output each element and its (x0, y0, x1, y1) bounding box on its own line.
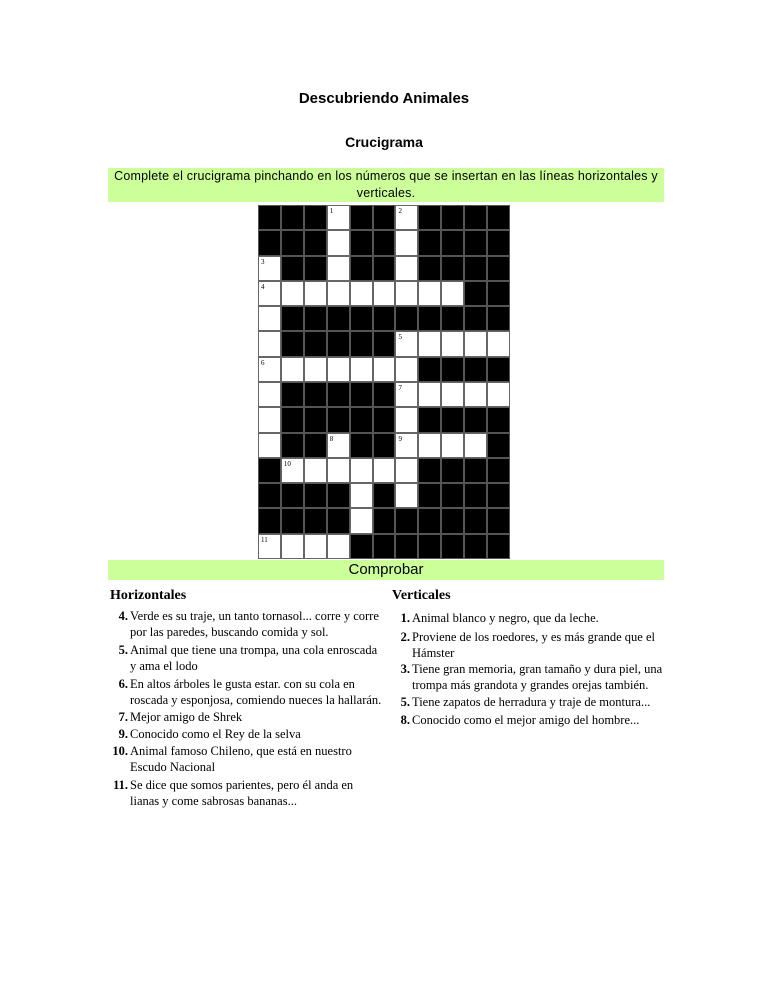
crossword-block (304, 508, 327, 533)
crossword-block (304, 433, 327, 458)
crossword-block (487, 256, 510, 281)
clue-number: 8. (400, 713, 410, 727)
crossword-block (304, 382, 327, 407)
crossword-cell[interactable] (281, 534, 304, 559)
cell-number[interactable]: 4 (261, 282, 265, 291)
cell-number[interactable]: 7 (398, 384, 402, 392)
crossword-block (487, 306, 510, 331)
clue-horizontal (106, 743, 382, 775)
crossword-cell[interactable] (350, 281, 373, 306)
crossword-cell[interactable] (441, 281, 464, 306)
crossword-cell[interactable] (304, 357, 327, 382)
cell-number[interactable]: 6 (261, 358, 265, 367)
cell-number[interactable]: 5 (398, 333, 402, 342)
clue-number: 7. (118, 710, 128, 724)
clue-number: 9. (118, 727, 128, 741)
check-button[interactable]: Comprobar (108, 560, 664, 580)
crossword-block (487, 534, 510, 559)
crossword-block (350, 230, 373, 255)
crossword-block (304, 407, 327, 432)
clue-vertical (388, 629, 664, 661)
crossword-block (487, 281, 510, 306)
crossword-block (327, 483, 350, 508)
clue-horizontal (106, 676, 382, 708)
cell-number[interactable]: 3 (261, 257, 265, 266)
clue-number: 5. (118, 643, 128, 657)
clue-number: 5. (400, 695, 410, 709)
crossword-block (281, 306, 304, 331)
crossword-block (373, 230, 396, 255)
crossword-cell[interactable] (327, 458, 350, 483)
clue-text: Conocido como el mejor amigo del hombre... (412, 713, 640, 727)
clue-text: Animal famoso Chileno, que está en nuestro Escudo Nacional (130, 744, 352, 774)
crossword-cell[interactable] (258, 256, 281, 281)
crossword-cell[interactable] (395, 483, 418, 508)
crossword-block (327, 331, 350, 356)
crossword-block (327, 382, 350, 407)
crossword-cell[interactable] (327, 205, 350, 230)
crossword-block (487, 205, 510, 230)
crossword-block (487, 433, 510, 458)
crossword-block (464, 256, 487, 281)
crossword-cell[interactable] (395, 433, 418, 458)
clue-number: 3. (400, 662, 410, 676)
crossword-block (464, 230, 487, 255)
clue-vertical (388, 694, 664, 710)
crossword-block (281, 331, 304, 356)
crossword-block (418, 306, 441, 331)
crossword-block (418, 483, 441, 508)
crossword-cell[interactable] (281, 281, 304, 306)
crossword-block (441, 458, 464, 483)
crossword-block (441, 256, 464, 281)
crossword-block (258, 508, 281, 533)
crossword-block (395, 508, 418, 533)
crossword-cell[interactable] (395, 205, 418, 230)
clue-vertical (388, 661, 664, 693)
clue-number: 10. (112, 744, 128, 758)
crossword-cell[interactable] (395, 407, 418, 432)
crossword-block (487, 458, 510, 483)
crossword-cell[interactable] (258, 407, 281, 432)
crossword-cell[interactable] (395, 281, 418, 306)
crossword-block (418, 357, 441, 382)
crossword-cell[interactable] (327, 256, 350, 281)
crossword-cell[interactable] (350, 458, 373, 483)
crossword-block (304, 256, 327, 281)
crossword-cell[interactable] (258, 433, 281, 458)
clue-vertical (388, 712, 664, 728)
crossword-block (373, 433, 396, 458)
clue-text: Tiene zapatos de herradura y traje de montura... (412, 695, 651, 709)
crossword-block (281, 256, 304, 281)
crossword-block (350, 205, 373, 230)
crossword-grid (258, 205, 510, 559)
clue-number: 11. (113, 778, 128, 792)
crossword-cell[interactable] (441, 331, 464, 356)
clue-number: 4. (118, 609, 128, 623)
crossword-cell[interactable] (373, 458, 396, 483)
crossword-cell[interactable] (395, 458, 418, 483)
crossword-block (487, 483, 510, 508)
crossword-cell[interactable] (327, 357, 350, 382)
crossword-block (304, 306, 327, 331)
crossword-block (373, 508, 396, 533)
crossword-block (281, 205, 304, 230)
crossword-block (281, 483, 304, 508)
crossword-cell[interactable] (487, 382, 510, 407)
crossword-block (441, 534, 464, 559)
crossword-cell[interactable] (418, 382, 441, 407)
crossword-block (373, 382, 396, 407)
crossword-cell[interactable] (304, 281, 327, 306)
clue-horizontal (106, 777, 382, 809)
crossword-block (487, 357, 510, 382)
crossword-block (281, 508, 304, 533)
crossword-cell[interactable] (258, 281, 281, 306)
verticales-heading: Verticales (392, 588, 451, 603)
crossword-block (464, 281, 487, 306)
crossword-block (350, 331, 373, 356)
crossword-block (350, 407, 373, 432)
crossword-block (350, 534, 373, 559)
crossword-cell[interactable] (258, 534, 281, 559)
crossword-cell[interactable] (418, 331, 441, 356)
clue-vertical (388, 610, 664, 626)
cell-number[interactable]: 10 (283, 459, 291, 468)
crossword-cell[interactable] (304, 458, 327, 483)
crossword-cell[interactable] (418, 433, 441, 458)
clue-text: En altos árboles le gusta estar. con su cola en roscada y esponjosa, comiendo nueces la hallarán. (130, 677, 382, 707)
crossword-cell[interactable] (373, 357, 396, 382)
crossword-block (441, 205, 464, 230)
clue-horizontal (106, 642, 382, 674)
crossword-cell[interactable] (281, 357, 304, 382)
crossword-cell[interactable] (258, 331, 281, 356)
clue-text: Animal blanco y negro, que da leche. (412, 611, 599, 625)
crossword-block (418, 230, 441, 255)
crossword-cell[interactable] (327, 230, 350, 255)
crossword-cell[interactable] (464, 382, 487, 407)
crossword-cell[interactable] (395, 331, 418, 356)
clue-text: Verde es su traje, un tanto tornasol... corre y corre por las paredes, buscando comida y sol. (130, 609, 379, 639)
crossword-block (258, 205, 281, 230)
crossword-block (418, 508, 441, 533)
cell-number[interactable]: 1 (329, 207, 334, 215)
crossword-block (258, 458, 281, 483)
crossword-cell[interactable] (395, 382, 418, 407)
crossword-cell[interactable] (304, 534, 327, 559)
crossword-cell[interactable] (327, 433, 350, 458)
clue-horizontal (106, 608, 382, 640)
crossword-block (304, 483, 327, 508)
page-title: Descubriendo Animales (298, 90, 470, 107)
crossword-cell[interactable] (395, 256, 418, 281)
clue-text: Tiene gran memoria, gran tamaño y dura piel, una trompa más grandota y grandes orejas también. (412, 662, 663, 692)
clue-horizontal (106, 726, 382, 742)
crossword-block (418, 205, 441, 230)
clue-number: 2. (400, 630, 410, 644)
clue-text: Animal que tiene una trompa, una cola enroscada y ama el lodo (130, 643, 378, 673)
crossword-block (304, 230, 327, 255)
crossword-cell[interactable] (258, 357, 281, 382)
crossword-block (281, 230, 304, 255)
crossword-block (395, 306, 418, 331)
crossword-cell[interactable] (281, 458, 304, 483)
crossword-cell[interactable] (441, 433, 464, 458)
crossword-block (487, 407, 510, 432)
crossword-cell[interactable] (464, 331, 487, 356)
cell-number[interactable]: 11 (261, 535, 268, 544)
crossword-cell[interactable] (258, 306, 281, 331)
crossword-block (327, 508, 350, 533)
crossword-block (441, 508, 464, 533)
crossword-block (327, 407, 350, 432)
clue-number: 6. (118, 677, 128, 691)
crossword-block (373, 331, 396, 356)
clue-text: Se dice que somos parientes, pero él anda en lianas y come sabrosas bananas... (130, 778, 354, 808)
crossword-block (418, 407, 441, 432)
cell-number[interactable]: 2 (398, 207, 402, 215)
crossword-block (373, 407, 396, 432)
clue-horizontal (106, 709, 382, 725)
crossword-block (464, 357, 487, 382)
crossword-cell[interactable] (395, 357, 418, 382)
crossword-block (464, 306, 487, 331)
crossword-block (464, 508, 487, 533)
crossword-cell[interactable] (464, 433, 487, 458)
crossword-block (373, 306, 396, 331)
instructions-banner: Complete el crucigrama pinchando en los números que se insertan en las líneas horizontales y verticales. (108, 168, 664, 202)
crossword-cell[interactable] (395, 230, 418, 255)
crossword-block (395, 534, 418, 559)
crossword-cell[interactable] (258, 382, 281, 407)
crossword-block (441, 483, 464, 508)
crossword-block (487, 508, 510, 533)
cell-number[interactable]: 9 (398, 434, 402, 443)
crossword-block (281, 433, 304, 458)
crossword-block (441, 357, 464, 382)
horizontales-heading: Horizontales (110, 588, 187, 603)
crossword-block (281, 382, 304, 407)
crossword-block (464, 483, 487, 508)
crossword-block (304, 331, 327, 356)
crossword-block (487, 230, 510, 255)
crossword-block (464, 205, 487, 230)
crossword-cell[interactable] (418, 281, 441, 306)
crossword-block (464, 534, 487, 559)
crossword-block (327, 306, 350, 331)
crossword-cell[interactable] (327, 534, 350, 559)
clue-number: 1. (400, 611, 410, 625)
crossword-cell[interactable] (373, 281, 396, 306)
crossword-block (418, 534, 441, 559)
crossword-block (441, 306, 464, 331)
crossword-block (281, 407, 304, 432)
clue-text: Proviene de los roedores, y es más grande que el Hámster (412, 630, 655, 660)
clue-text: Mejor amigo de Shrek (130, 710, 243, 724)
crossword-block (464, 458, 487, 483)
crossword-cell[interactable] (487, 331, 510, 356)
crossword-block (373, 256, 396, 281)
crossword-block (464, 407, 487, 432)
crossword-block (373, 205, 396, 230)
crossword-block (304, 205, 327, 230)
crossword-block (258, 230, 281, 255)
crossword-cell[interactable] (350, 357, 373, 382)
crossword-block (441, 407, 464, 432)
crossword-block (418, 458, 441, 483)
crossword-cell[interactable] (327, 281, 350, 306)
crossword-cell[interactable] (350, 483, 373, 508)
crossword-block (441, 230, 464, 255)
crossword-block (373, 534, 396, 559)
crossword-block (373, 483, 396, 508)
clue-text: Conocido como el Rey de la selva (130, 727, 301, 741)
crossword-cell[interactable] (350, 508, 373, 533)
crossword-block (350, 433, 373, 458)
cell-number[interactable]: 8 (329, 434, 334, 443)
crossword-block (418, 256, 441, 281)
crossword-cell[interactable] (441, 382, 464, 407)
crossword-block (350, 256, 373, 281)
page-subtitle: Crucigrama (345, 134, 423, 150)
crossword-block (350, 306, 373, 331)
crossword-block (350, 382, 373, 407)
crossword-block (258, 483, 281, 508)
